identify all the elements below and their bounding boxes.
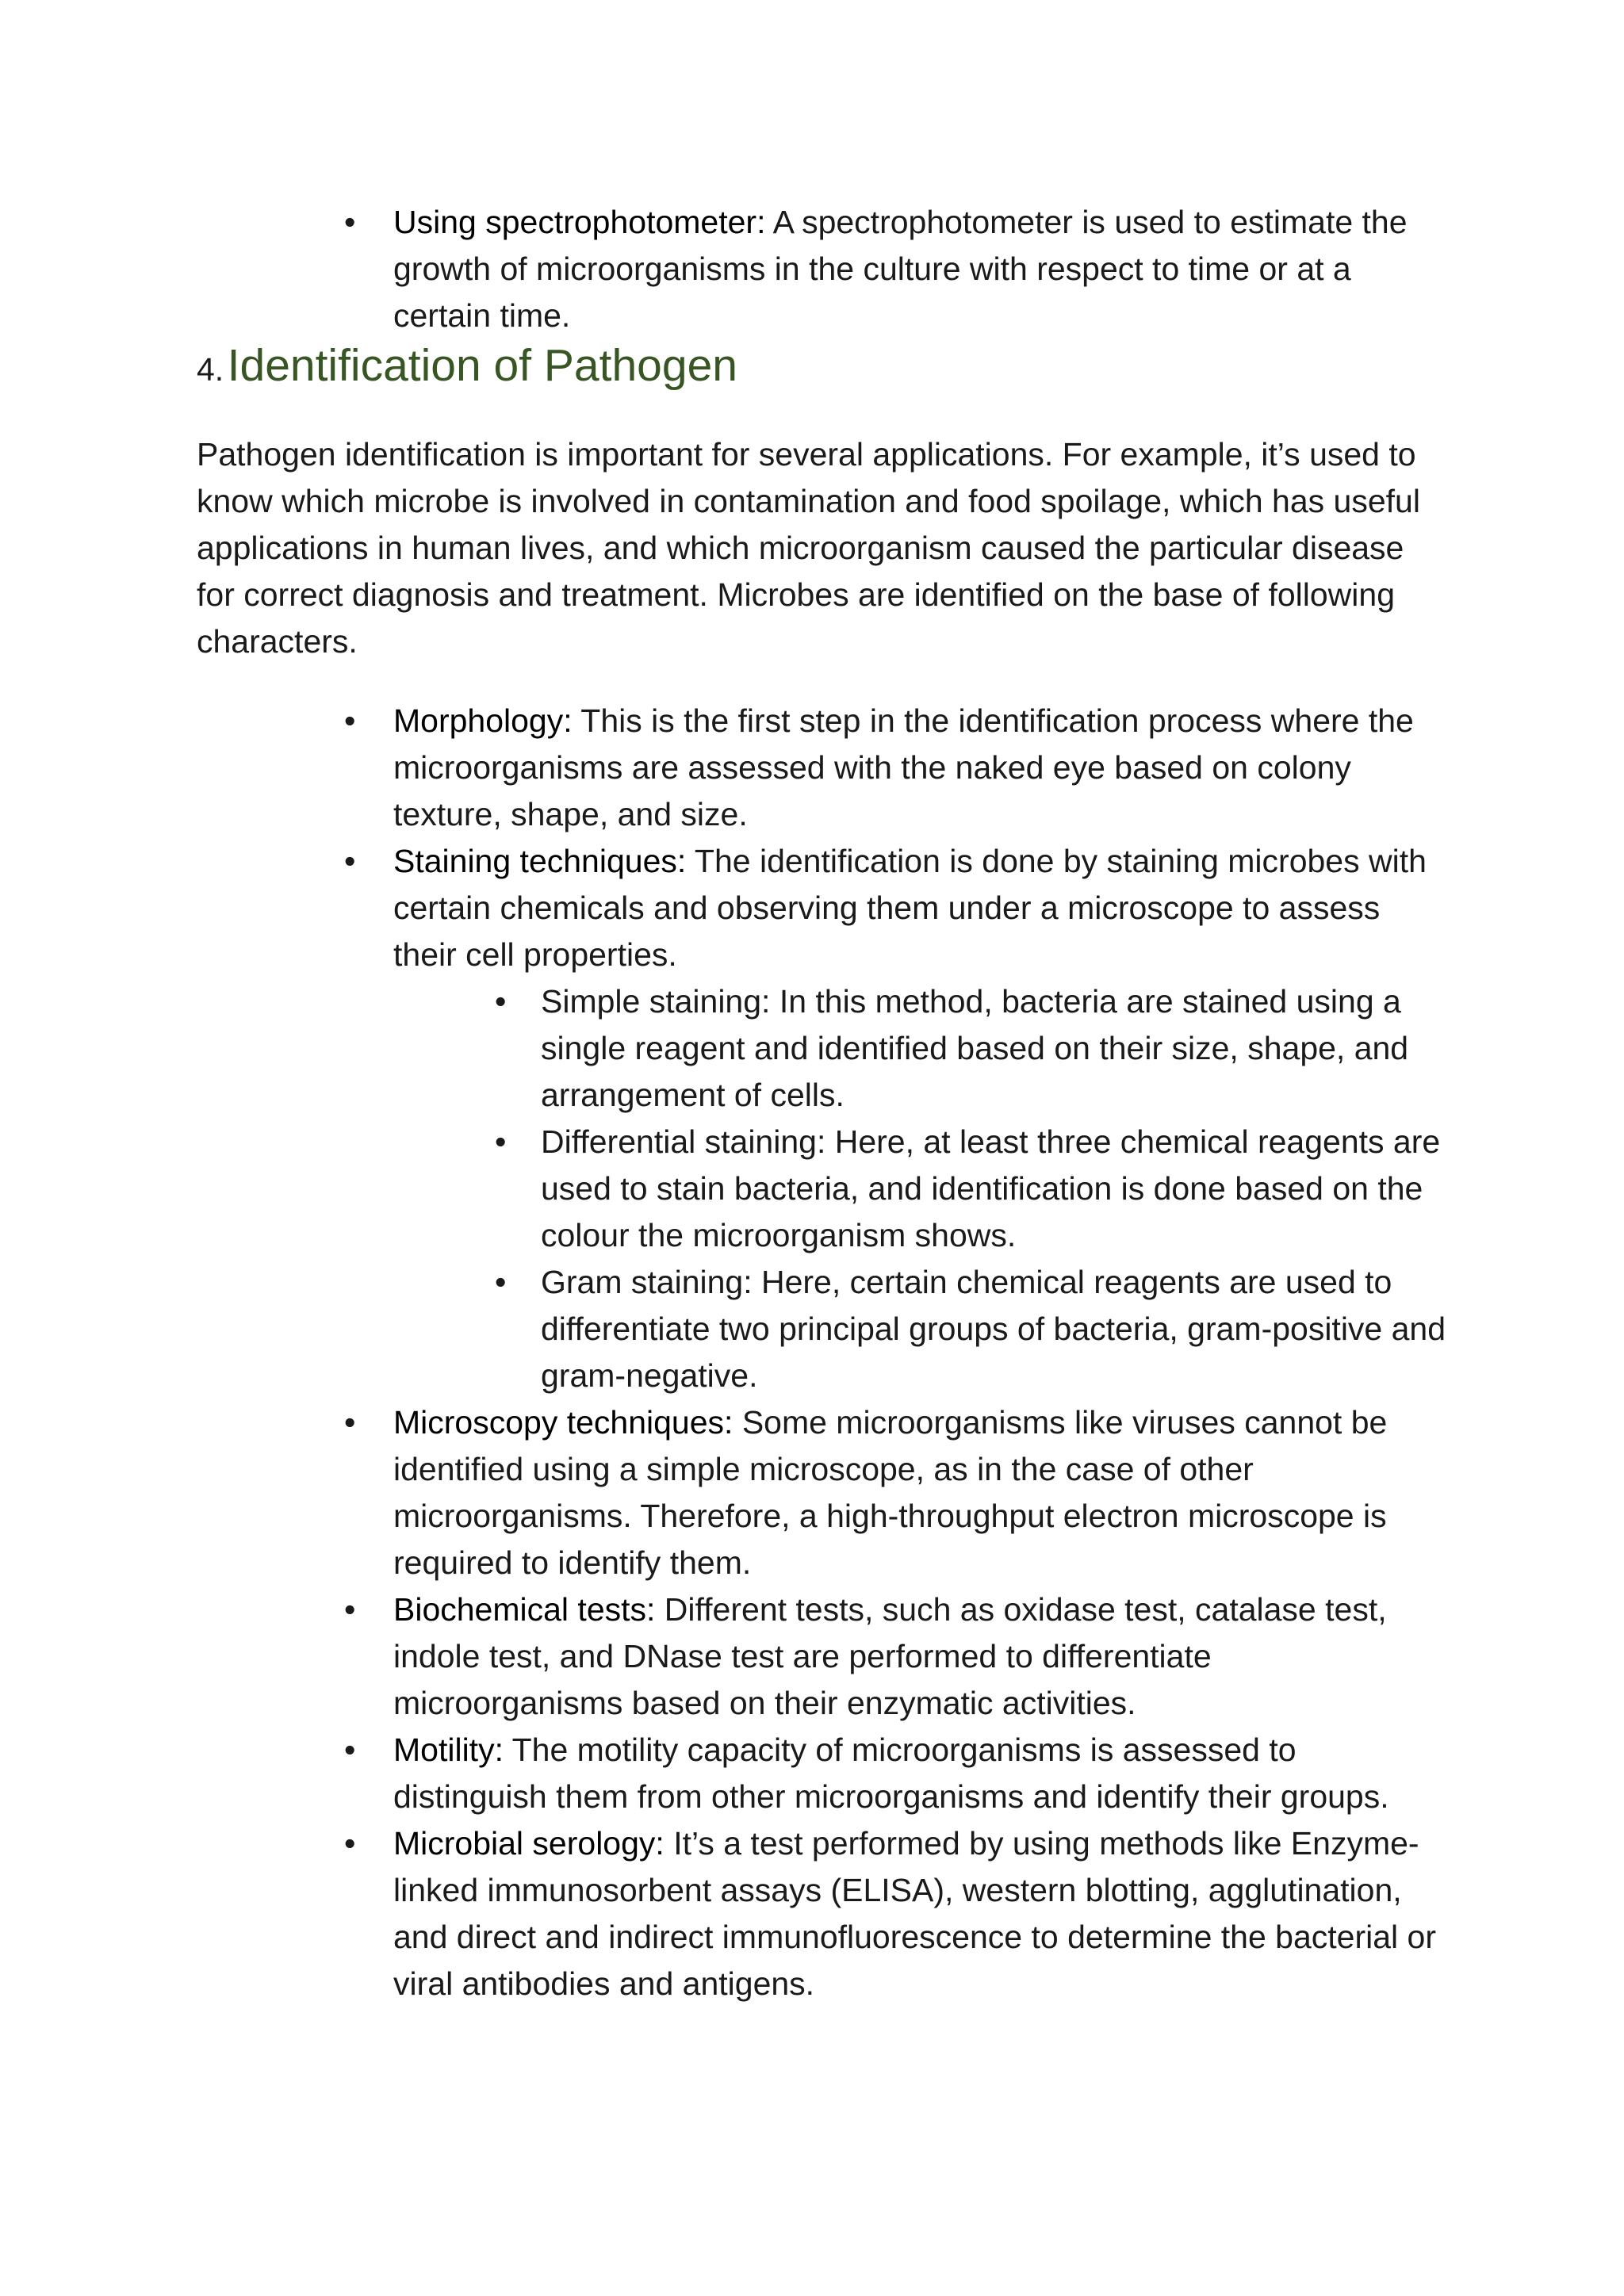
bullet-icon: •	[495, 983, 507, 1020]
bullet-icon: •	[344, 1404, 356, 1441]
bullet-list-top	[344, 199, 1448, 339]
list-item	[344, 1586, 1448, 1727]
list-item	[344, 1727, 1448, 1820]
intro-paragraph: Pathogen identification is important for several applications. For example, it’s used to know which microbe is involved in contamination and food spoilage, which has useful applications in human lives, and which microorganism caused the particular disease for correct diagnosis and treatment. Microbes are identified on the base of following characters.	[197, 436, 1420, 660]
bullet-list-identification	[344, 698, 1448, 2007]
bullet-icon: •	[344, 1825, 356, 1862]
list-item	[344, 698, 1448, 838]
list-item-term: Using spectrophotometer:	[393, 204, 766, 240]
section-title: Identification of Pathogen	[227, 340, 737, 391]
bullet-icon: •	[495, 1123, 507, 1160]
section-number: 4.	[197, 351, 224, 388]
bullet-icon: •	[344, 204, 356, 240]
list-item-text: Different tests, such as oxidase test, catalase test, indole test, and DNase test are performed to differentiate microorganisms based on their enzymatic activities.	[393, 1591, 1387, 1721]
bullet-icon: •	[344, 702, 356, 739]
list-item	[344, 1399, 1448, 1586]
list-item	[344, 838, 1448, 1399]
list-item-term: Motility:	[393, 1732, 504, 1768]
list-item-term: Biochemical tests:	[393, 1591, 656, 1628]
list-item-term: Microbial serology:	[393, 1825, 665, 1862]
list-item-text: This is the first step in the identification process where the microorganisms are assessed with the naked eye based on colony texture, shape, and size.	[393, 702, 1414, 832]
list-item-term: Staining techniques:	[393, 843, 687, 879]
bullet-icon: •	[344, 1591, 356, 1628]
bullet-icon: •	[344, 1732, 356, 1768]
sub-list-item-text: Simple staining: In this method, bacteria are stained using a single reagent and identified based on their size, shape, and arrangement of cells.	[541, 983, 1409, 1113]
list-item-text: The identification is done by staining microbes with certain chemicals and observing them under a microscope to assess their cell properties.	[393, 843, 1427, 973]
list-item	[344, 199, 1448, 339]
section-heading	[197, 339, 737, 392]
sub-list-item-text: Differential staining: Here, at least three chemical reagents are used to stain bacteria, and identification is done based on the colour the microorganism shows.	[541, 1123, 1441, 1253]
list-item	[344, 1820, 1448, 2007]
sub-list-item	[495, 1119, 1448, 1259]
list-item-text: It’s a test performed by using methods like Enzyme-linked immunosorbent assays (ELISA), western blotting, agglutination, and direct and indirect immunofluorescence to determine the bacterial or viral antibodies and antigens.	[393, 1825, 1436, 2002]
bullet-icon: •	[495, 1264, 507, 1300]
sub-list-item-text: Gram staining: Here, certain chemical reagents are used to differentiate two principal groups of bacteria, gram-positive and gram-negative.	[541, 1264, 1446, 1394]
sub-list-item	[495, 1259, 1448, 1399]
bullet-icon: •	[344, 843, 356, 879]
list-item-text: Some microorganisms like viruses cannot be identified using a simple microscope, as in the case of other microorganisms. Therefore, a high-throughput electron microscope is required to identify them.	[393, 1404, 1388, 1581]
sub-list-item	[495, 978, 1448, 1119]
list-item-term: Microscopy techniques:	[393, 1404, 733, 1441]
list-item-text: A spectrophotometer is used to estimate the growth of microorganisms in the culture with respect to time or at a certain time.	[393, 204, 1408, 334]
list-item-term: Morphology:	[393, 702, 573, 739]
list-item-text: The motility capacity of microorganisms is assessed to distinguish them from other microorganisms and identify their groups.	[393, 1732, 1389, 1815]
sub-list-staining	[495, 978, 1448, 1399]
